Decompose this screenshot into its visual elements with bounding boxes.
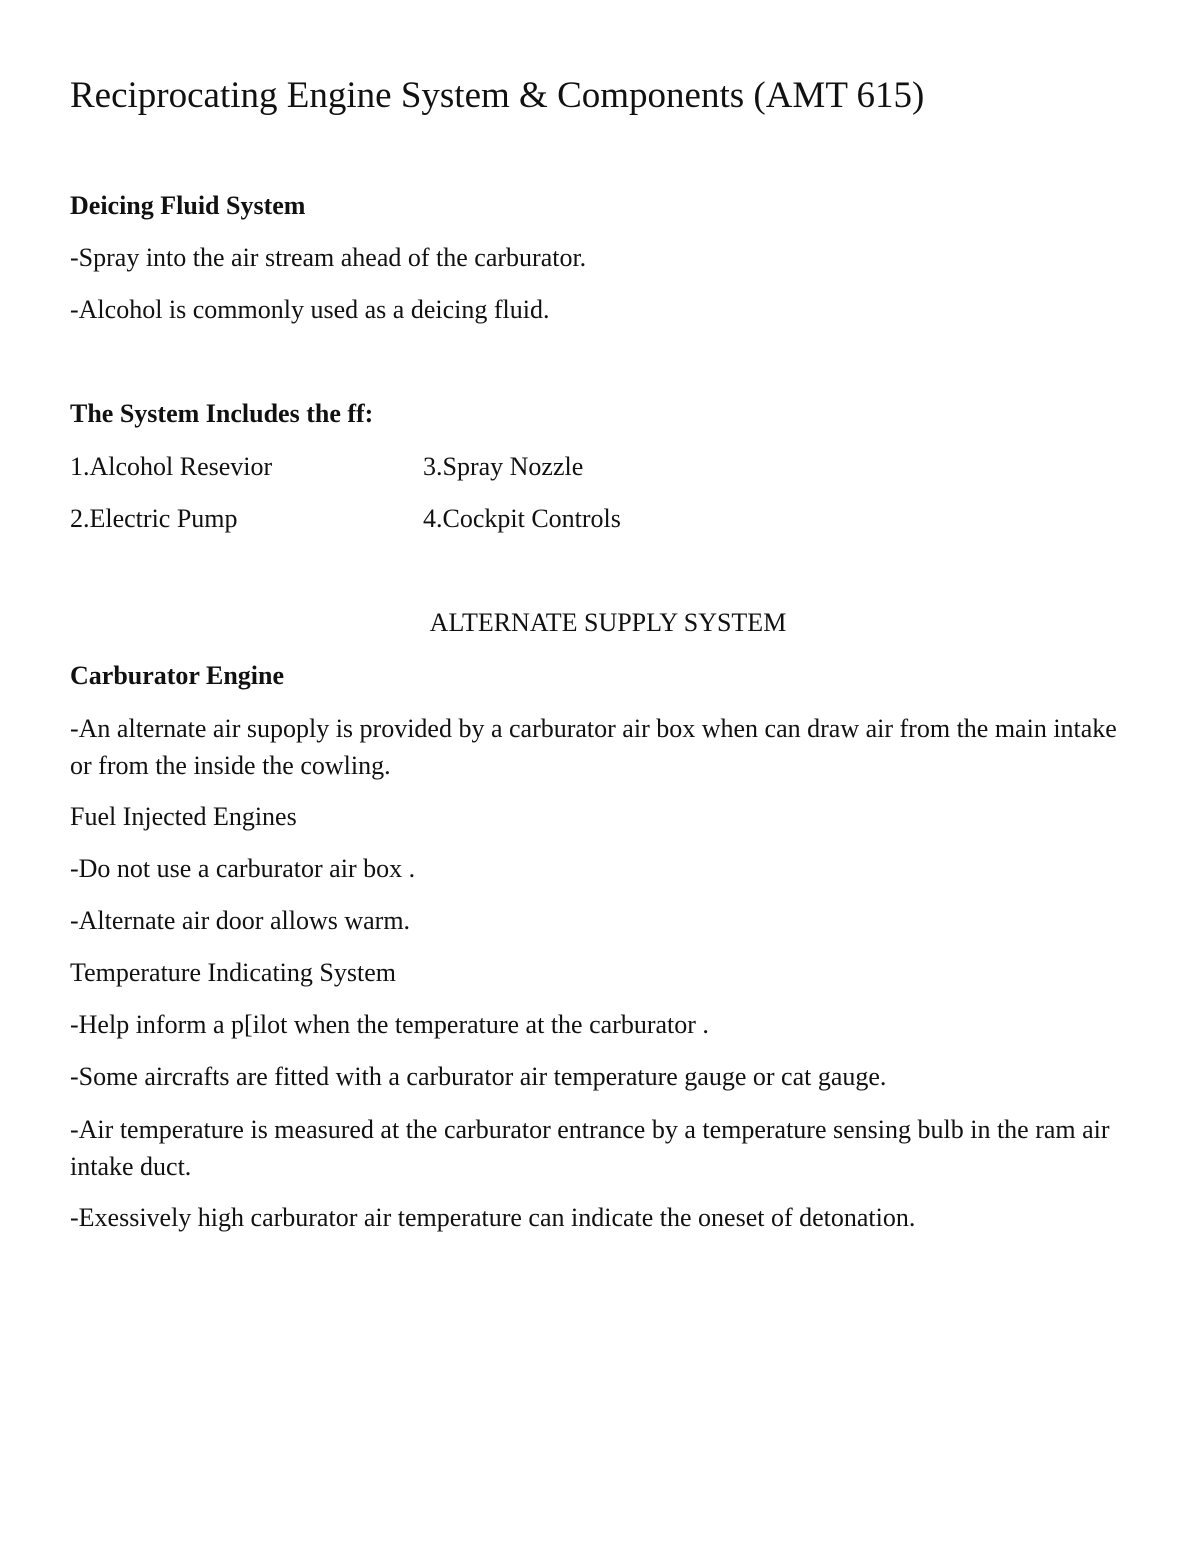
- carburator-engine-text: -An alternate air supoply is provided by a carburator air box when can draw air from the main intake or from the inside the cowling.: [70, 714, 1117, 780]
- temperature-heading: Temperature Indicating System: [70, 958, 396, 987]
- deicing-line-alcohol: -Alcohol is commonly used as a deicing fluid.: [70, 295, 550, 324]
- document-title: Reciprocating Engine System & Components (AMT 615): [70, 75, 925, 116]
- fuel-line-airbox: -Do not use a carburator air box .: [70, 854, 416, 883]
- temp-line-gauge: -Some aircrafts are fitted with a carburator air temperature gauge or cat gauge.: [70, 1062, 887, 1091]
- temp-line-detonation: -Exessively high carburator air temperature can indicate the oneset of detonation.: [70, 1203, 916, 1232]
- temp-line-inform: -Help inform a p[ilot when the temperature at the carburator .: [70, 1010, 709, 1039]
- includes-item-4: 4.Cockpit Controls: [423, 504, 621, 533]
- includes-item-2: 2.Electric Pump: [70, 504, 238, 533]
- includes-heading: The System Includes the ff:: [70, 399, 374, 428]
- fuel-injected-heading: Fuel Injected Engines: [70, 802, 297, 831]
- deicing-heading: Deicing Fluid System: [70, 191, 306, 220]
- alternate-supply-heading: ALTERNATE SUPPLY SYSTEM: [429, 608, 787, 637]
- includes-item-1: 1.Alcohol Resevior: [70, 452, 273, 481]
- fuel-line-alternate-door: -Alternate air door allows warm.: [70, 906, 411, 935]
- temp-line-measured: -Air temperature is measured at the carburator entrance by a temperature sensing bulb in the ram air intake duct.: [70, 1115, 1110, 1181]
- carburator-engine-heading: Carburator Engine: [70, 661, 285, 690]
- deicing-line-spray: -Spray into the air stream ahead of the carburator.: [70, 243, 587, 272]
- includes-item-3: 3.Spray Nozzle: [423, 452, 584, 481]
